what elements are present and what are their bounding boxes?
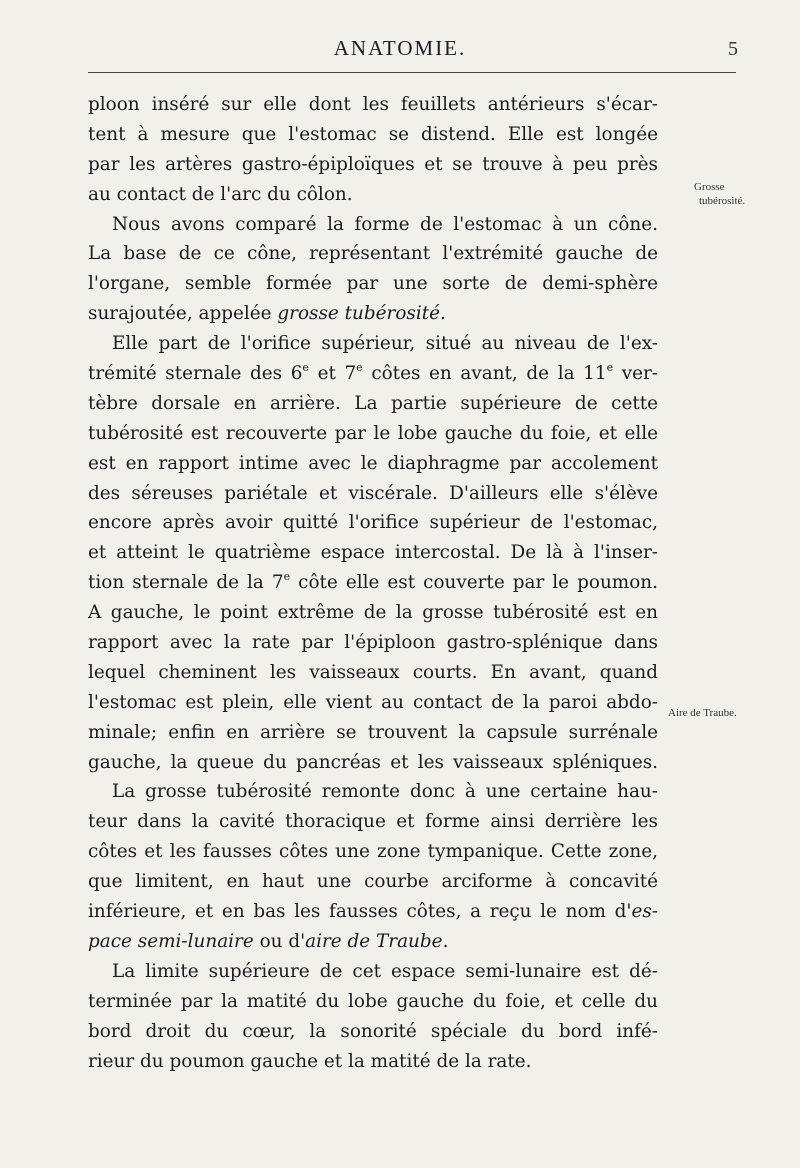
body-text	[88, 90, 658, 1076]
text-line: par les artères gastro-épiploïques et se trouve à peu près	[88, 153, 658, 175]
text-line: Elle part de l'orifice supérieur, situé au niveau de l'ex-	[112, 333, 658, 355]
text-span: côte elle est couverte par le poumon.	[290, 572, 658, 594]
text-line: teur dans la cavité thoracique et forme ainsi derrière les	[88, 811, 658, 833]
text-line: tent à mesure que l'estomac se distend. Elle est longée	[88, 123, 658, 145]
text-line: rieur du poumon gauche et la matité de la rate.	[88, 1050, 532, 1072]
text-line: gauche, la queue du pancréas et les vaisseaux spléniques.	[88, 751, 658, 773]
text-span: et 7	[308, 363, 357, 385]
text-line: bord droit du cœur, la sonorité spéciale du bord infé-	[88, 1020, 658, 1042]
text-line: l'organe, semble formée par une sorte de demi-sphère	[88, 273, 658, 295]
margin-note-grosse-tuberosite	[694, 180, 745, 208]
superscript: e	[606, 361, 614, 375]
text-line: A gauche, le point extrême de la grosse tubérosité est en	[88, 602, 658, 624]
text-line: tèbre dorsale en arrière. La partie supérieure de cette	[88, 392, 658, 414]
running-header-title: ANATOMIE.	[333, 36, 467, 60]
page-number: 5	[728, 38, 738, 60]
text-span: tion sternale de la 7	[88, 572, 284, 594]
text-line: lequel cheminent les vaisseaux courts. En avant, quand	[88, 661, 658, 683]
text-line	[88, 897, 658, 927]
text-line: des séreuses pariétale et viscérale. D'ailleurs elle s'élève	[88, 482, 658, 504]
text-line: est en rapport intime avec le diaphragme par accolement	[88, 452, 658, 474]
text-line: Nous avons comparé la forme de l'estomac à un cône.	[112, 213, 658, 235]
text-span: .	[442, 930, 449, 952]
superscript: e	[302, 361, 309, 375]
text-line: que limitent, en haut une courbe arciforme à concavité	[88, 871, 658, 893]
text-line: La limite supérieure de cet espace semi-lunaire est dé-	[112, 960, 658, 982]
text-line	[88, 927, 658, 957]
margin-note-line: Grosse	[694, 181, 725, 193]
emphasis-text: pace semi-lunaire	[88, 930, 254, 952]
margin-note-aire-de-traube: Aire de Traube.	[668, 707, 737, 719]
text-span: ou d'	[253, 930, 306, 952]
emphasis-text: es-	[631, 901, 658, 923]
text-span: surajoutée, appelée	[88, 303, 278, 325]
text-line: La base de ce cône, représentant l'extrémité gauche de	[88, 243, 658, 265]
text-line: rapport avec la rate par l'épiploon gastro-splénique dans	[88, 632, 658, 654]
text-line	[88, 568, 658, 598]
superscript: e	[283, 570, 291, 584]
text-line	[88, 299, 658, 329]
superscript: e	[356, 361, 363, 375]
text-line: côtes et les fausses côtes une zone tympanique. Cette zone,	[88, 841, 658, 863]
margin-note-line: tubérosité.	[699, 195, 746, 207]
text-span: trémité sternale des 6	[88, 363, 303, 385]
text-line: encore après avoir quitté l'orifice supérieur de l'estomac,	[88, 512, 658, 534]
text-line: l'estomac est plein, elle vient au contact de la paroi abdo-	[88, 691, 658, 713]
emphasis-text: aire de Traube	[305, 930, 443, 952]
header-rule	[88, 72, 736, 73]
text-line: ploon inséré sur elle dont les feuillets antérieurs s'écar-	[88, 94, 658, 115]
text-line: La grosse tubérosité remonte donc à une certaine hau-	[112, 781, 658, 803]
text-line: minale; enfin en arrière se trouvent la capsule surrénale	[88, 721, 658, 743]
text-span: côtes en avant, de la 11	[362, 363, 607, 385]
text-line: terminée par la matité du lobe gauche du foie, et celle du	[88, 990, 658, 1012]
text-line	[88, 359, 658, 389]
text-span: ver-	[613, 363, 658, 385]
text-span: inférieure, et en bas les fausses côtes, a reçu le nom d'	[88, 901, 632, 923]
text-line: au contact de l'arc du côlon.	[88, 183, 353, 205]
text-line: tubérosité est recouverte par le lobe gauche du foie, et elle	[88, 422, 658, 444]
text-line: et atteint le quatrième espace intercostal. De là à l'inser-	[88, 542, 658, 564]
emphasis-text: grosse tubérosité.	[277, 303, 446, 325]
